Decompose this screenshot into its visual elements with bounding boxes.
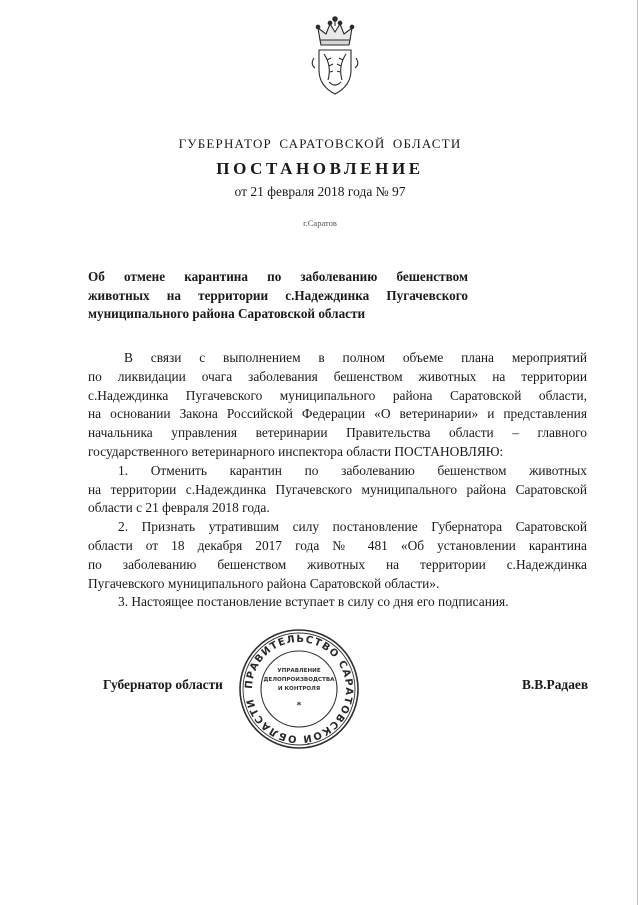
body-line: области от 18 декабря 2017 года № 481 «Об установлении карантина bbox=[88, 537, 587, 553]
document-type: ПОСТАНОВЛЕНИЕ bbox=[216, 159, 424, 178]
body-line: на территории с.Надеждинка Пугачевского муниципального района Саратовской bbox=[88, 481, 587, 497]
body-line: 2. Признать утратившим силу постановление Губернатора Саратовской bbox=[118, 519, 587, 535]
title-line: животных на территории с.Надеждинка Пугачевского bbox=[88, 287, 468, 303]
seal-inner-line: И КОНТРОЛЯ bbox=[277, 686, 321, 692]
body-line: государственного ветеринарного инспектора области ПОСТАНОВЛЯЮ: bbox=[88, 443, 504, 459]
body-line: по ликвидации очага заболевания бешенством животных на территории bbox=[88, 368, 587, 384]
body-line: 1. Отменить карантин по заболеванию бешенством животных bbox=[118, 462, 587, 478]
body-line: с.Надеждинка Пугачевского муниципального района Саратовской области, bbox=[88, 387, 587, 403]
seal-outer-text: ПРАВИТЕЛЬСТВО САРАТОВСКОЙ ОБЛАСТИ bbox=[243, 633, 355, 745]
seal-inner-text bbox=[262, 667, 336, 711]
body-line: области с 21 февраля 2018 года. bbox=[88, 500, 270, 516]
title-line: Об отмене карантина по заболеванию бешенством bbox=[88, 269, 468, 284]
document-date-number: от 21 февраля 2018 года № 97 bbox=[234, 184, 406, 199]
body-line: на основании Закона Российской Федерации «О ветеринарии» и представления bbox=[88, 406, 587, 422]
body-line: Пугачевского муниципального района Саратовской области». bbox=[88, 575, 440, 591]
body-line: В связи с выполнением в полном объеме плана мероприятий bbox=[124, 350, 587, 365]
document-body bbox=[88, 349, 587, 612]
body-line: по заболеванию бешенством животных на территории с.Надеждинка bbox=[88, 556, 587, 572]
signatory-name: В.В.Радаев bbox=[522, 677, 589, 692]
document-title bbox=[88, 268, 468, 324]
document-place: г.Саратов bbox=[303, 218, 337, 228]
seal-inner-line: УПРАВЛЕНИЕ bbox=[277, 668, 321, 674]
issuing-authority: ГУБЕРНАТОР САРАТОВСКОЙ ОБЛАСТИ bbox=[178, 136, 462, 151]
seal-inner-line: ДЕЛОПРОИЗВОДСТВА bbox=[263, 677, 335, 683]
title-line: муниципального района Саратовской области bbox=[88, 306, 366, 321]
signatory-role: Губернатор области bbox=[103, 677, 223, 692]
body-line: 3. Настоящее постановление вступает в силу со дня его подписания. bbox=[118, 594, 509, 610]
seal-star: * bbox=[296, 701, 302, 711]
saratov-region-coat-of-arms-icon bbox=[296, 14, 374, 106]
body-line: начальника управления ветеринарии Правительства области – главного bbox=[88, 425, 587, 441]
